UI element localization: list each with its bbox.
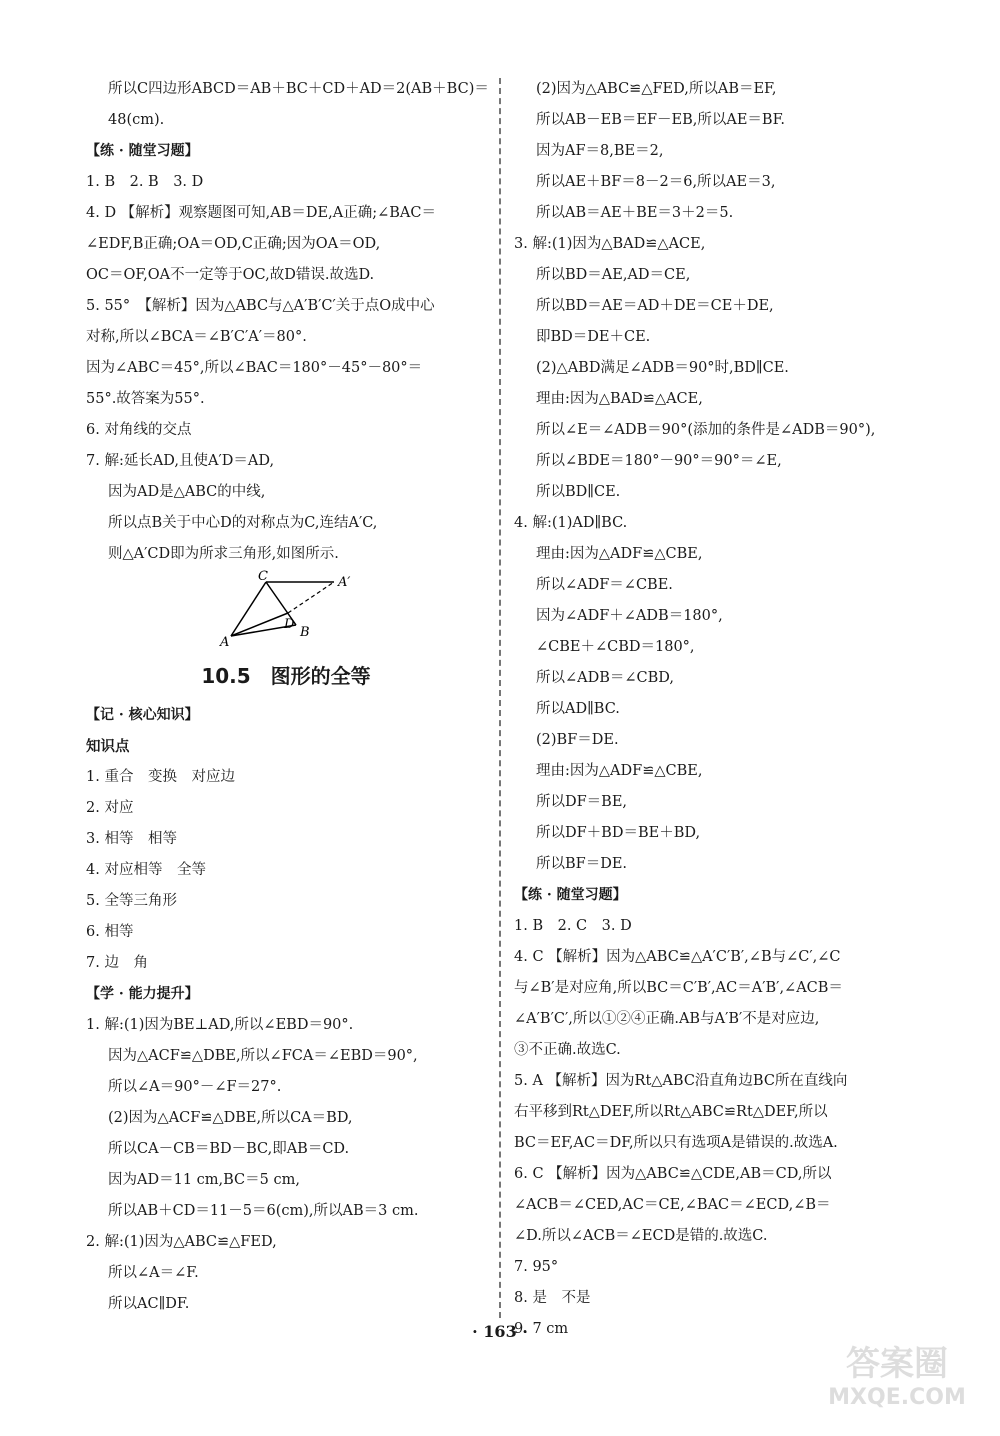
text-line: 所以BF＝DE.	[536, 856, 628, 872]
text-line: 1. 重合 变换 对应边	[86, 769, 235, 785]
text-line: 所以AC∥DF.	[108, 1296, 190, 1312]
text-line: 所以AB＋CD＝11－5＝6(cm),所以AB＝3 cm.	[108, 1203, 419, 1219]
text-line: 所以BD∥CE.	[536, 484, 621, 500]
text-line: 则△A′CD即为所求三角形,如图所示.	[108, 546, 339, 562]
section-header: 【练 · 随堂习题】	[514, 887, 627, 903]
text-line: 所以AB－EB＝EF－EB,所以AE＝BF.	[536, 112, 785, 128]
left-column	[86, 74, 489, 1320]
text-line: 2. 解:(1)因为△ABC≌△FED,	[86, 1234, 277, 1250]
text-line: 即BD＝DE＋CE.	[536, 329, 651, 345]
text-line: 9. 7 cm	[514, 1321, 569, 1337]
text-line: 因为AD是△ABC的中线,	[108, 484, 266, 500]
text-line: (2)△ABD满足∠ADB＝90°时,BD∥CE.	[536, 360, 789, 376]
text-line: 理由:因为△ADF≌△CBE,	[536, 546, 703, 562]
text-line: 48(cm).	[108, 112, 165, 128]
text-line: 1. 解:(1)因为BE⊥AD,所以∠EBD＝90°.	[86, 1017, 354, 1033]
text-line: ③不正确.故选C.	[514, 1042, 621, 1058]
text-line: 因为AF＝8,BE＝2,	[536, 143, 664, 159]
watermark-title: 答案圈	[846, 1344, 948, 1384]
text-line: BC＝EF,AC＝DF,所以只有选项A是错误的.故选A.	[514, 1135, 838, 1151]
section-header: 【练 · 随堂习题】	[86, 143, 199, 159]
text-line: ∠A′B′C′,所以①②④正确.AB与A′B′不是对应边,	[514, 1011, 820, 1027]
text-line: 知识点	[86, 738, 130, 755]
text-line: 7. 解:延长AD,且使A′D＝AD,	[86, 453, 275, 469]
text-line: 4. D 【解析】观察题图可知,AB＝DE,A正确;∠BAC＝	[86, 205, 436, 221]
figure-label-c: C	[258, 570, 268, 584]
section-header: 【学 · 能力提升】	[86, 986, 199, 1002]
text-line: 所以AB＝AE＋BE＝3＋2＝5.	[536, 205, 734, 221]
text-line: 理由:因为△ADF≌△CBE,	[536, 763, 703, 779]
text-line: 所以∠E＝∠ADB＝90°(添加的条件是∠ADB＝90°),	[536, 422, 876, 438]
text-line: OC＝OF,OA不一定等于OC,故D错误.故选D.	[86, 267, 375, 283]
text-line: 所以∠A＝90°－∠F＝27°.	[108, 1079, 282, 1095]
text-line: 6. 对角线的交点	[86, 422, 192, 438]
figure-label-d: D	[284, 617, 295, 632]
text-line: 所以∠BDE＝180°－90°＝90°＝∠E,	[536, 453, 782, 469]
text-line: 5. 55° 【解析】因为△ABC与△A′B′C′关于点O成中心	[86, 298, 435, 314]
text-line: 所以DF＝BE,	[536, 794, 628, 810]
text-line: 所以∠ADF＝∠CBE.	[536, 577, 673, 593]
text-line: 3. 相等 相等	[86, 831, 177, 847]
text-line: 所以DF＋BD＝BE＋BD,	[536, 825, 701, 841]
text-line: 6. 相等	[86, 924, 134, 940]
figure-label-a-prime: A′	[338, 575, 351, 590]
figure	[86, 570, 486, 652]
text-line: 所以点B关于中心D的对称点为C,连结A′C,	[108, 515, 378, 531]
right-column	[514, 74, 914, 1345]
column-divider	[499, 78, 501, 1318]
triangle-figure	[216, 570, 386, 650]
text-line: 5. 全等三角形	[86, 893, 177, 909]
text-line: 所以AE＋BF＝8－2＝6,所以AE＝3,	[536, 174, 776, 190]
text-line: 55°.故答案为55°.	[86, 391, 205, 407]
text-line: (2)BF＝DE.	[536, 732, 619, 748]
text-line: 因为AD＝11 cm,BC＝5 cm,	[108, 1172, 300, 1188]
text-line: 右平移到Rt△DEF,所以Rt△ABC≌Rt△DEF,所以	[514, 1104, 828, 1120]
text-line: 所以BD＝AE＝AD＋DE＝CE＋DE,	[536, 298, 774, 314]
watermark-url: MXQE.COM	[828, 1385, 966, 1410]
text-line: ∠ACB＝∠CED,AC＝CE,∠BAC＝∠ECD,∠B＝	[514, 1197, 831, 1213]
text-line: ∠D.所以∠ACB＝∠ECD是错的.故选C.	[514, 1228, 768, 1244]
text-line: 所以AD∥BC.	[536, 701, 620, 717]
figure-label-b: B	[300, 625, 310, 640]
text-line: 理由:因为△BAD≌△ACE,	[536, 391, 703, 407]
text-line: (2)因为△ACF≌△DBE,所以CA＝BD,	[108, 1110, 353, 1126]
text-line: 4. 对应相等 全等	[86, 862, 206, 878]
text-line: 与∠B′是对应角,所以BC＝C′B′,AC＝A′B′,∠ACB＝	[514, 980, 843, 996]
text-line: 8. 是 不是	[514, 1290, 591, 1306]
text-line: 因为∠ADF＋∠ADB＝180°,	[536, 608, 723, 624]
figure-label-a: A	[220, 635, 230, 650]
watermark	[812, 1336, 982, 1432]
text-line: 1. B 2. B 3. D	[86, 174, 204, 190]
text-line: 所以C四边形ABCD＝AB＋BC＋CD＋AD＝2(AB＋BC)＝	[108, 81, 489, 97]
page-number: · 163 ·	[472, 1322, 528, 1341]
text-line: 所以∠A＝∠F.	[108, 1265, 199, 1281]
text-line: ∠EDF,B正确;OA＝OD,C正确;因为OA＝OD,	[86, 236, 381, 252]
text-line: 所以∠ADB＝∠CBD,	[536, 670, 675, 686]
text-line: (2)因为△ABC≌△FED,所以AB＝EF,	[536, 81, 777, 97]
text-line: 3. 解:(1)因为△BAD≌△ACE,	[514, 236, 706, 252]
text-line: 4. 解:(1)AD∥BC.	[514, 515, 628, 531]
text-line: 4. C 【解析】因为△ABC≌△A′C′B′,∠B与∠C′,∠C	[514, 949, 841, 965]
text-line: 对称,所以∠BCA＝∠B′C′A′＝80°.	[86, 329, 307, 345]
text-line: 7. 边 角	[86, 955, 148, 971]
section-title: 10.5 图形的全等	[201, 664, 371, 688]
text-line: 1. B 2. C 3. D	[514, 918, 632, 934]
text-line: 所以BD＝AE,AD＝CE,	[536, 267, 691, 283]
text-line: 6. C 【解析】因为△ABC≌△CDE,AB＝CD,所以	[514, 1166, 832, 1182]
text-line: 7. 95°	[514, 1259, 559, 1275]
text-line: 因为△ACF≌△DBE,所以∠FCA＝∠EBD＝90°,	[108, 1048, 418, 1064]
text-line: 因为∠ABC＝45°,所以∠BAC＝180°－45°－80°＝	[86, 360, 423, 376]
section-header: 【记 · 核心知识】	[86, 707, 199, 723]
text-line: 所以CA－CB＝BD－BC,即AB＝CD.	[108, 1141, 350, 1157]
text-line: 5. A 【解析】因为Rt△ABC沿直角边BC所在直线向	[514, 1073, 848, 1089]
text-line: 2. 对应	[86, 800, 134, 816]
text-line: ∠CBE＋∠CBD＝180°,	[536, 639, 695, 655]
